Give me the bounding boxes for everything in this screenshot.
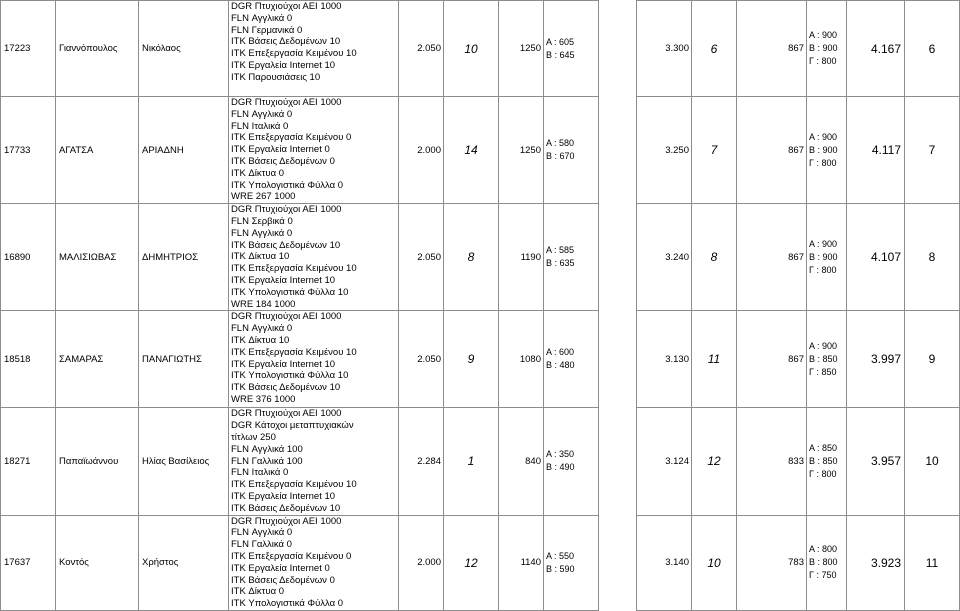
score-cell-1[interactable]: 2.050 bbox=[399, 1, 444, 97]
score-cell-2[interactable]: 1140 bbox=[499, 515, 544, 610]
cell-line: ITK Εργαλεία Internet 0 bbox=[231, 144, 330, 156]
table-row bbox=[1, 1, 960, 97]
score-cell-2[interactable]: 1250 bbox=[499, 1, 544, 97]
rank-cell-2[interactable]: 7 bbox=[692, 97, 737, 204]
cell-line: B : 850 bbox=[809, 455, 838, 466]
table-row bbox=[1, 515, 960, 610]
score-cell-1[interactable]: 2.000 bbox=[399, 97, 444, 204]
cell-line: DGR Πτυχιούχοι ΑΕΙ 1000 bbox=[231, 1, 342, 12]
cell-line: ITK Επεξεργασία Κειμένου 10 bbox=[231, 479, 357, 491]
cell-line: B : 670 bbox=[546, 151, 575, 162]
abc-breakdown-cell[interactable] bbox=[807, 204, 847, 311]
score-cell-3[interactable]: 3.124 bbox=[637, 408, 692, 515]
position-cell[interactable]: 7 bbox=[905, 97, 960, 204]
cell-line: FLN Ιταλικά 0 bbox=[231, 467, 289, 479]
candidate-id-cell[interactable]: 16890 bbox=[1, 204, 56, 311]
qualifications-cell[interactable] bbox=[229, 408, 399, 515]
cell-line: ITK Υπολογιστικά Φύλλα 0 bbox=[231, 179, 344, 191]
cell-line: DGR Πτυχιούχοι ΑΕΙ 1000 bbox=[231, 311, 342, 323]
cell-line: A : 900 bbox=[809, 238, 838, 249]
candidate-id-cell[interactable]: 17637 bbox=[1, 515, 56, 610]
cell-line: ITK Βάσεις Δεδομένων 10 bbox=[231, 502, 341, 514]
score-cell-4[interactable]: 833 bbox=[737, 408, 807, 515]
first-name-cell[interactable]: ΠΑΝΑΓΙΩΤΗΣ bbox=[139, 311, 229, 408]
position-cell[interactable]: 11 bbox=[905, 515, 960, 610]
cell-line: ITK Δίκτυα 10 bbox=[231, 334, 290, 346]
cell-line: ITK Εργαλεία Internet 10 bbox=[231, 274, 336, 286]
first-name-cell[interactable]: ΑΡΙΑΔΝΗ bbox=[139, 97, 229, 204]
ab-breakdown-cell[interactable] bbox=[544, 97, 599, 204]
rank-cell-1[interactable]: 8 bbox=[444, 204, 499, 311]
position-cell[interactable]: 9 bbox=[905, 311, 960, 408]
score-cell-1[interactable]: 2.284 bbox=[399, 408, 444, 515]
candidate-id-cell[interactable]: 17733 bbox=[1, 97, 56, 204]
final-score-cell[interactable]: 4.167 bbox=[847, 1, 905, 97]
last-name-cell[interactable]: Γιαννόπουλος bbox=[56, 1, 139, 97]
first-name-cell[interactable]: Νικόλαος bbox=[139, 1, 229, 97]
score-cell-2[interactable]: 1080 bbox=[499, 311, 544, 408]
cell-line: ITK Επεξεργασία Κειμένου 10 bbox=[231, 48, 357, 60]
rank-cell-1[interactable]: 14 bbox=[444, 97, 499, 204]
cell-line: FLN Αγγλικά 100 bbox=[231, 443, 303, 455]
score-cell-2[interactable]: 840 bbox=[499, 408, 544, 515]
score-cell-3[interactable]: 3.130 bbox=[637, 311, 692, 408]
cell-line: A : 585 bbox=[546, 245, 575, 256]
cell-line: τίτλων 250 bbox=[231, 431, 276, 443]
last-name-cell[interactable]: Παπαϊωάννου bbox=[56, 408, 139, 515]
cell-line: FLN Γαλλικά 100 bbox=[231, 455, 303, 467]
cell-line: B : 900 bbox=[809, 43, 838, 53]
cell-line: Γ : 750 bbox=[809, 570, 837, 581]
position-cell[interactable]: 8 bbox=[905, 204, 960, 311]
spacer-cell bbox=[599, 1, 637, 97]
score-cell-1[interactable]: 2.000 bbox=[399, 515, 444, 610]
cell-line: FLN Αγγλικά 0 bbox=[231, 227, 293, 239]
cell-line: ITK Δίκτυα 0 bbox=[231, 586, 284, 598]
score-cell-1[interactable]: 2.050 bbox=[399, 204, 444, 311]
score-cell-1[interactable]: 2.050 bbox=[399, 311, 444, 408]
cell-line: Γ : 800 bbox=[809, 264, 837, 275]
cell-line: ITK Βάσεις Δεδομένων 10 bbox=[231, 382, 341, 394]
cell-line: DGR Πτυχιούχοι ΑΕΙ 1000 bbox=[231, 515, 342, 527]
table-row bbox=[1, 97, 960, 204]
cell-line: FLN Ιταλικά 0 bbox=[231, 120, 289, 132]
cell-line: ITK Εργαλεία Internet 10 bbox=[231, 490, 336, 502]
cell-line: B : 590 bbox=[546, 563, 575, 574]
cell-line: ITK Υπολογιστικά Φύλλα 0 bbox=[231, 598, 344, 610]
cell-line: A : 900 bbox=[809, 131, 838, 142]
rank-cell-2[interactable]: 10 bbox=[692, 515, 737, 610]
cell-line: ITK Παρουσιάσεις 10 bbox=[231, 71, 321, 83]
cell-line: A : 800 bbox=[809, 544, 838, 555]
cell-line: A : 900 bbox=[809, 340, 838, 351]
cell-line: ITK Επεξεργασία Κειμένου 0 bbox=[231, 132, 352, 144]
qualifications-cell[interactable] bbox=[229, 97, 399, 204]
spacer-cell bbox=[599, 515, 637, 610]
score-cell-2[interactable]: 1250 bbox=[499, 97, 544, 204]
final-score-cell[interactable]: 3.957 bbox=[847, 408, 905, 515]
cell-line: DGR Πτυχιούχοι ΑΕΙ 1000 bbox=[231, 97, 342, 108]
ab-breakdown-cell[interactable] bbox=[544, 311, 599, 408]
cell-line: ITK Επεξεργασία Κειμένου 0 bbox=[231, 550, 352, 562]
first-name-cell[interactable]: Ηλίας Βασίλειος bbox=[139, 408, 229, 515]
cell-line: ITK Επεξεργασία Κειμένου 10 bbox=[231, 346, 357, 358]
qualifications-cell[interactable] bbox=[229, 1, 399, 97]
cell-line: A : 580 bbox=[546, 138, 575, 149]
spacer-cell bbox=[599, 408, 637, 515]
table-row bbox=[1, 311, 960, 408]
last-name-cell[interactable]: ΜΑΛΙΣΙΩΒΑΣ bbox=[56, 204, 139, 311]
cell-line: WRE 376 1000 bbox=[231, 393, 296, 405]
cell-line: A : 350 bbox=[546, 449, 575, 460]
ab-breakdown-cell[interactable] bbox=[544, 408, 599, 515]
score-cell-4[interactable]: 867 bbox=[737, 311, 807, 408]
cell-line: A : 605 bbox=[546, 36, 575, 47]
ab-breakdown-cell[interactable] bbox=[544, 515, 599, 610]
rank-cell-2[interactable]: 6 bbox=[692, 1, 737, 97]
cell-line: ITK Υπολογιστικά Φύλλα 10 bbox=[231, 286, 349, 298]
cell-line: FLN Γαλλικά 0 bbox=[231, 539, 292, 551]
cell-line: B : 900 bbox=[809, 144, 838, 155]
cell-line: ITK Βάσεις Δεδομένων 10 bbox=[231, 239, 341, 251]
cell-line: FLN Γερμανικά 0 bbox=[231, 24, 303, 36]
cell-line: ITK Δίκτυα 0 bbox=[231, 167, 284, 179]
cell-line: ITK Υπολογιστικά Φύλλα 10 bbox=[231, 370, 349, 382]
cell-line: ITK Εργαλεία Internet 0 bbox=[231, 562, 330, 574]
ab-breakdown-cell[interactable] bbox=[544, 204, 599, 311]
cell-line: A : 600 bbox=[546, 347, 575, 358]
candidate-id-cell[interactable]: 17223 bbox=[1, 1, 56, 97]
candidate-id-cell[interactable]: 18271 bbox=[1, 408, 56, 515]
rank-cell-2[interactable]: 8 bbox=[692, 204, 737, 311]
abc-breakdown-cell[interactable] bbox=[807, 515, 847, 610]
final-score-cell[interactable]: 4.117 bbox=[847, 97, 905, 204]
cell-line: B : 635 bbox=[546, 258, 575, 269]
cell-line: Γ : 800 bbox=[809, 468, 837, 479]
rank-cell-1[interactable]: 1 bbox=[444, 408, 499, 515]
score-cell-4[interactable]: 867 bbox=[737, 204, 807, 311]
rank-cell-2[interactable]: 12 bbox=[692, 408, 737, 515]
score-cell-3[interactable]: 3.240 bbox=[637, 204, 692, 311]
rank-cell-1[interactable]: 12 bbox=[444, 515, 499, 610]
cell-line: Γ : 850 bbox=[809, 366, 837, 377]
cell-line: FLN Σερβικά 0 bbox=[231, 215, 293, 227]
last-name-cell[interactable]: ΑΓΑΤΣΑ bbox=[56, 97, 139, 204]
cell-line: FLN Αγγλικά 0 bbox=[231, 12, 293, 24]
cell-line: B : 850 bbox=[809, 353, 838, 364]
cell-line: ITK Βάσεις Δεδομένων 10 bbox=[231, 36, 341, 48]
final-score-cell[interactable]: 4.107 bbox=[847, 204, 905, 311]
cell-line: A : 850 bbox=[809, 442, 838, 453]
cell-line: Γ : 800 bbox=[809, 157, 837, 168]
cell-line: B : 900 bbox=[809, 251, 838, 262]
cell-line: ITK Εργαλεία Internet 10 bbox=[231, 59, 336, 71]
cell-line: DGR Πτυχιούχοι ΑΕΙ 1000 bbox=[231, 408, 342, 420]
qualifications-cell[interactable] bbox=[229, 204, 399, 311]
rank-cell-1[interactable]: 9 bbox=[444, 311, 499, 408]
abc-breakdown-cell[interactable] bbox=[807, 97, 847, 204]
position-cell[interactable]: 6 bbox=[905, 1, 960, 97]
table-row bbox=[1, 204, 960, 311]
score-cell-3[interactable]: 3.250 bbox=[637, 97, 692, 204]
cell-line: ITK Εργαλεία Internet 10 bbox=[231, 358, 336, 370]
cell-line: B : 490 bbox=[546, 462, 575, 473]
rank-cell-2[interactable]: 11 bbox=[692, 311, 737, 408]
cell-line: A : 550 bbox=[546, 550, 575, 561]
cell-line: B : 645 bbox=[546, 49, 575, 60]
last-name-cell[interactable]: ΣΑΜΑΡΑΣ bbox=[56, 311, 139, 408]
cell-line: DGR Κάτοχοι μεταπτυχιακών bbox=[231, 420, 354, 432]
cell-line: ITK Βάσεις Δεδομένων 0 bbox=[231, 155, 335, 167]
cell-line: B : 480 bbox=[546, 360, 575, 371]
score-cell-3[interactable]: 3.140 bbox=[637, 515, 692, 610]
final-score-cell[interactable]: 3.923 bbox=[847, 515, 905, 610]
cell-line: FLN Αγγλικά 0 bbox=[231, 108, 293, 120]
ab-breakdown-cell[interactable] bbox=[544, 1, 599, 97]
abc-breakdown-cell[interactable] bbox=[807, 408, 847, 515]
score-cell-4[interactable]: 867 bbox=[737, 97, 807, 204]
cell-line: ITK Δίκτυα 10 bbox=[231, 251, 290, 263]
cell-line: DGR Πτυχιούχοι ΑΕΙ 1000 bbox=[231, 204, 342, 216]
cell-line: WRE 267 1000 bbox=[231, 191, 296, 203]
cell-line: A : 900 bbox=[809, 30, 838, 40]
position-cell[interactable]: 10 bbox=[905, 408, 960, 515]
rank-cell-1[interactable]: 10 bbox=[444, 1, 499, 97]
spacer-cell bbox=[599, 311, 637, 408]
score-cell-4[interactable]: 783 bbox=[737, 515, 807, 610]
spacer-cell bbox=[599, 97, 637, 204]
abc-breakdown-cell[interactable] bbox=[807, 1, 847, 97]
cell-line: B : 800 bbox=[809, 557, 838, 568]
last-name-cell[interactable]: Κοντός bbox=[56, 515, 139, 610]
first-name-cell[interactable]: Χρήστος bbox=[139, 515, 229, 610]
score-cell-3[interactable]: 3.300 bbox=[637, 1, 692, 97]
final-score-cell[interactable]: 3.997 bbox=[847, 311, 905, 408]
cell-line: Γ : 800 bbox=[809, 56, 837, 66]
spacer-cell bbox=[599, 204, 637, 311]
cell-line: FLN Αγγλικά 0 bbox=[231, 323, 293, 335]
cell-line: FLN Αγγλικά 0 bbox=[231, 527, 293, 539]
abc-breakdown-cell[interactable] bbox=[807, 311, 847, 408]
cell-line: ITK Βάσεις Δεδομένων 0 bbox=[231, 574, 335, 586]
score-cell-4[interactable]: 867 bbox=[737, 1, 807, 97]
candidate-id-cell[interactable]: 18518 bbox=[1, 311, 56, 408]
cell-line: WRE 184 1000 bbox=[231, 298, 296, 310]
cell-line: ITK Επεξεργασία Κειμένου 10 bbox=[231, 263, 357, 275]
qualifications-cell[interactable] bbox=[229, 515, 399, 610]
table-row bbox=[1, 408, 960, 515]
qualifications-cell[interactable] bbox=[229, 311, 399, 408]
score-cell-2[interactable]: 1190 bbox=[499, 204, 544, 311]
first-name-cell[interactable]: ΔΗΜΗΤΡΙΟΣ bbox=[139, 204, 229, 311]
